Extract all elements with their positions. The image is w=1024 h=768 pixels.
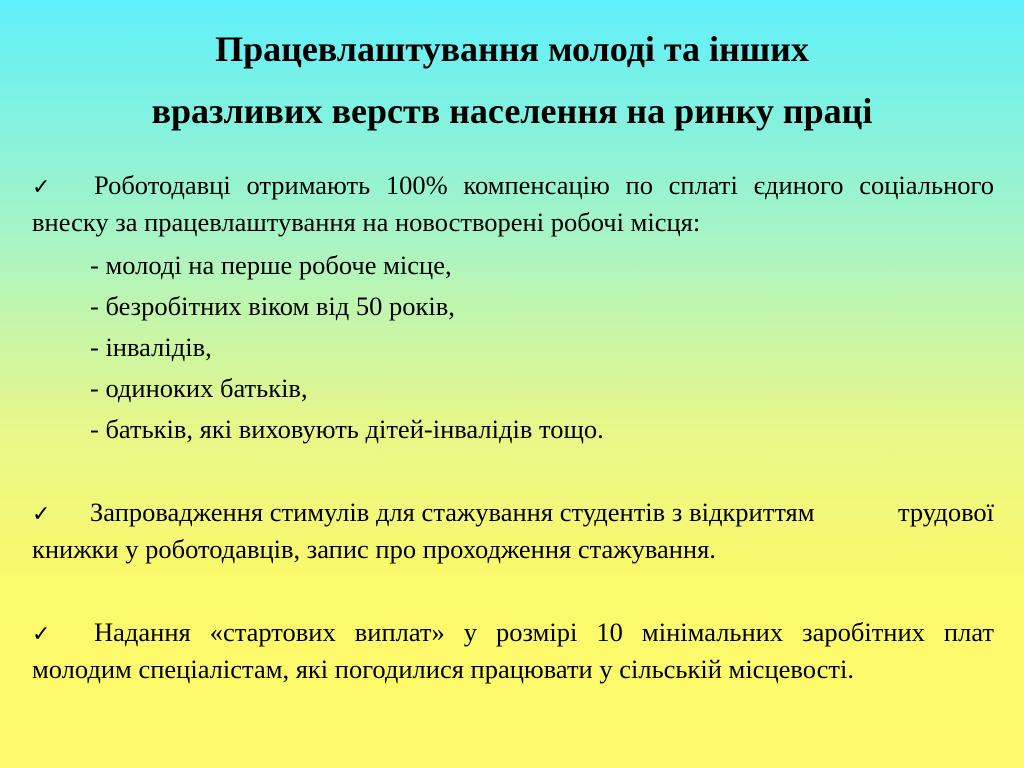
sub-list: [32, 245, 994, 450]
checkmark-icon: ✓: [32, 175, 51, 200]
title-line-2: вразливих верств населення на ринку праці: [151, 91, 873, 131]
title-line-1: Працевлаштування молоді та інших: [215, 29, 809, 69]
page-title: [0, 18, 1024, 142]
bullet-text-internship-a: Запровадження стимулів для стажування студентів з відкриттям: [90, 497, 815, 527]
list-item: - молоді на перше робоче місце,: [90, 250, 452, 280]
bullet-text-compensation: Роботодавці отримають 100% компенсацію по сплаті єдиного соціального внеску за працевлаштування на новостворені робочі місця:: [32, 170, 994, 237]
list-item: - безробітних віком від 50 років,: [90, 291, 455, 321]
bullet-item-compensation: [32, 168, 994, 239]
bullet-text-internship-b: трудової книжки у роботодавців, запис про проходження стажування.: [32, 497, 995, 564]
list-item: - батьків, які виховують дітей-інвалідів тощо.: [90, 414, 604, 444]
bullet-item-start-payments: [32, 615, 994, 686]
checkmark-icon: ✓: [32, 622, 51, 647]
bullet-text-start-payments: Надання «стартових виплат» у розмірі 10 мінімальних заробітних плат молодим спеціалістам, які погодилися працювати у сільській місцевості.: [32, 617, 994, 684]
checkmark-icon: ✓: [32, 502, 51, 527]
list-item: - одиноких батьків,: [90, 373, 308, 403]
bullet-item-internship: [32, 495, 994, 566]
content-area: [32, 168, 994, 686]
list-item: - інвалідів,: [90, 332, 212, 362]
